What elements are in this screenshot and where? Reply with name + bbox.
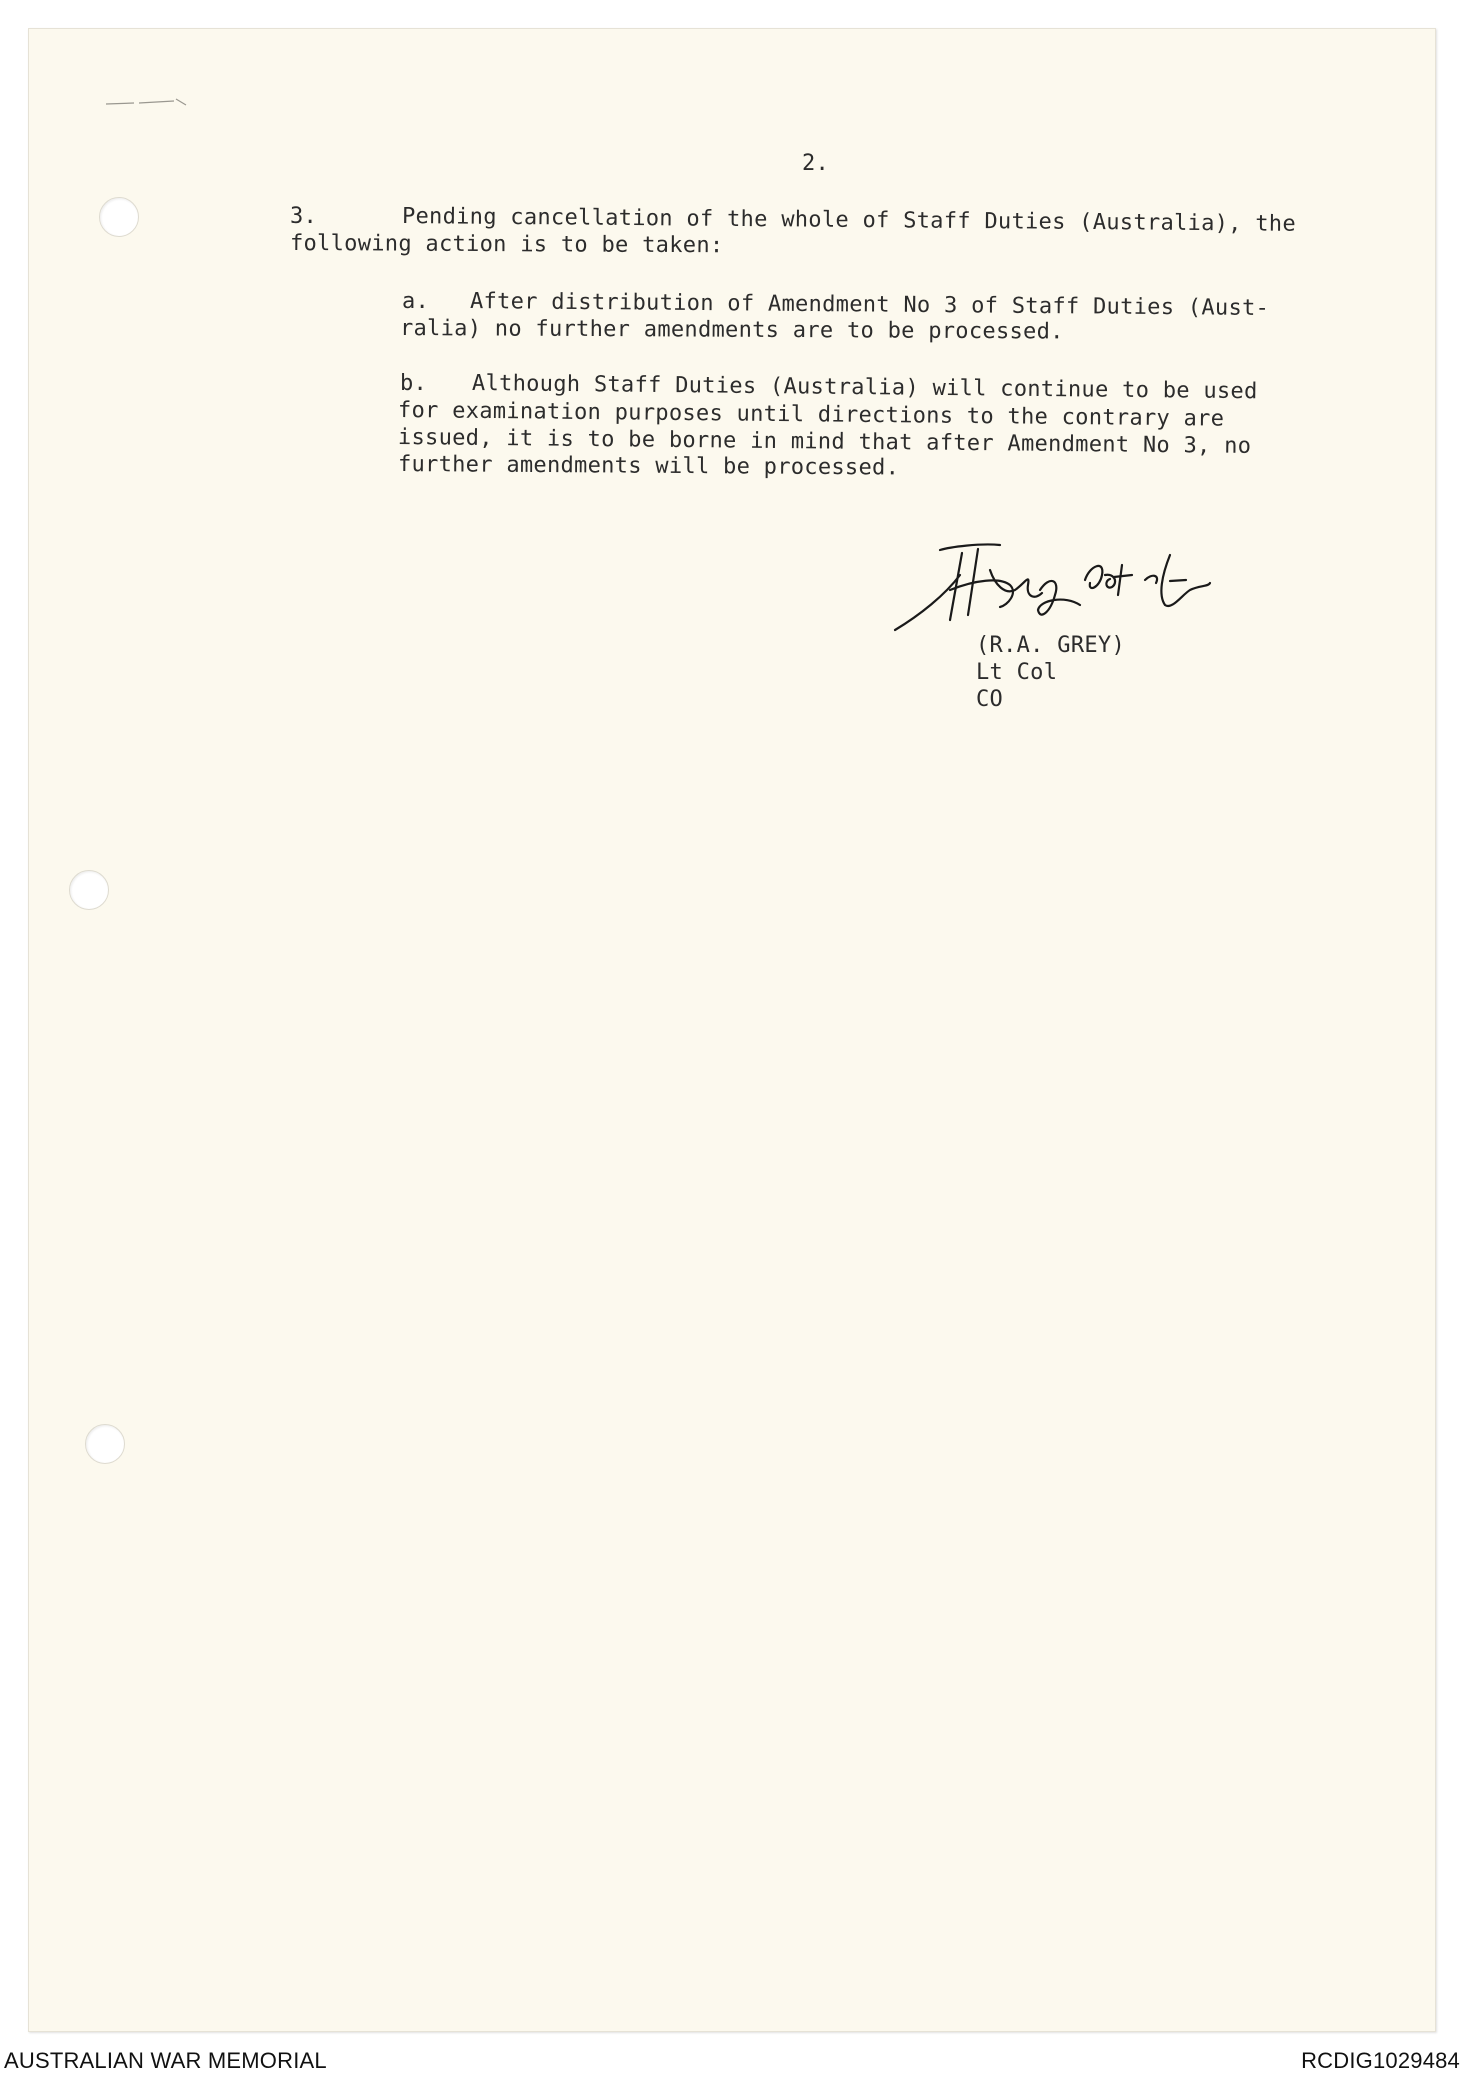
handwritten-signature [890,535,1220,645]
punch-hole-bottom [85,1424,125,1464]
paragraph-number: 3. [290,204,318,229]
signatory-rank: Lt Col [976,660,1058,685]
subparagraph-line: After distribution of Amendment No 3 of Staff Duties (Aust- [469,289,1270,321]
punch-hole-top [99,197,139,237]
subparagraph-label: a. [402,289,430,314]
subparagraph-line: ralia) no further amendments are to be processed. [399,316,1064,345]
subparagraph-label: b. [400,371,428,396]
punch-hole-middle [69,870,109,910]
footer-institution: AUSTRALIAN WAR MEMORIAL [4,2048,327,2073]
subparagraph-line: further amendments will be processed. [397,452,900,481]
signatory-name: (R.A. GREY) [976,633,1125,658]
pin-mark [104,89,204,119]
page-number: 2. [802,151,830,176]
subparagraph-line: for examination purposes until directions to the contrary are [397,398,1225,432]
subparagraph-line: issued, it is to be borne in mind that after Amendment No 3, no [397,425,1252,459]
paragraph-line: following action is to be taken: [289,231,724,259]
paragraph-line: Pending cancellation of the whole of Staff Duties (Australia), the [401,204,1297,237]
signatory-role: CO [976,687,1004,712]
footer-record-id: RCDIG1029484 [1301,2048,1460,2073]
subparagraph-line: Although Staff Duties (Australia) will continue to be used [471,371,1258,405]
